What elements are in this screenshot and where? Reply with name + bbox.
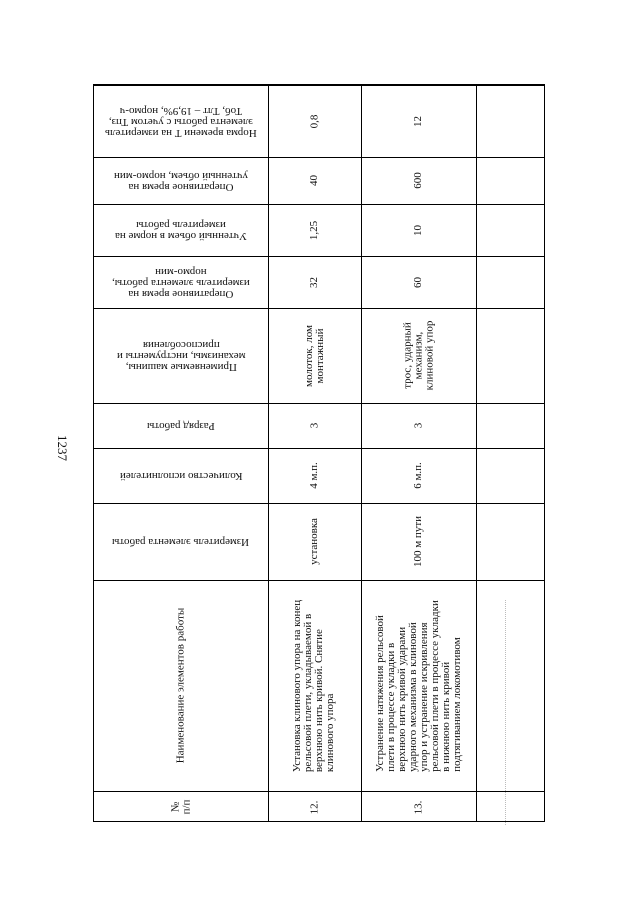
row13-num: 13.: [412, 800, 424, 814]
row13-executors: 6 м.п.: [411, 462, 424, 489]
header-volume: Учтенный объем в норме на измеритель работы: [115, 219, 247, 242]
row12-name: Установка клинового упора на конец рельсовой плети, укладываемой в верхнюю нить кривой. Снятие клинового упора: [291, 599, 337, 772]
scan-artifact-line: [505, 600, 507, 825]
row13-optime: 60: [412, 276, 424, 288]
header-num: № п/п: [169, 799, 192, 815]
row12-optime-total: 40: [308, 175, 320, 186]
row12-optime: 32: [308, 276, 320, 288]
header-name: Наименование элементов работы: [174, 607, 187, 764]
header-optime-total: Оперативное время на учтенный объем, нормо-мин: [114, 169, 248, 193]
row12-machines: молоток, лом монтажный: [302, 324, 326, 387]
row13-meter: 100 м пути: [411, 515, 424, 568]
row13-machines: трос, ударный механизм, клиновой упор: [401, 320, 435, 391]
header-norm: Норма времени Т на измеритель элемента работы с учетом Тпз, Тоб, Тлт – 19,9%, нормо-ч: [105, 104, 257, 139]
row12-volume: 1,25: [308, 220, 320, 240]
row13-grade: 3: [412, 422, 424, 429]
row13-volume: 10: [412, 224, 424, 236]
row12-grade: 3: [308, 422, 320, 429]
row13-optime-total: 600: [412, 172, 424, 189]
header-meter: Измеритель элемента работы: [112, 536, 250, 548]
header-executors: Количество исполнителей: [119, 470, 243, 482]
header-optime: Оперативное время на измеритель элемента работы, нормо-мин: [112, 265, 250, 300]
column-divider: [476, 85, 477, 821]
row12-num: 12.: [308, 800, 320, 814]
row13-norm: 12: [412, 115, 424, 127]
norms-table: [93, 84, 545, 822]
page-number: 1237: [55, 435, 70, 461]
header-grade: Разряд работы: [147, 420, 215, 432]
row13-name: Устранение натяжения рельсовой плети в процессе укладки в верхнюю нить кривой ударами ударного механизма в клиновой упор и устранение искривления рельсовой плети в процессе укладки в нижнюю нить кривой подтягиванием локомотивом: [373, 599, 463, 772]
row12-meter: установка: [307, 518, 320, 565]
row12-norm: 0,8: [308, 114, 320, 128]
header-machines: Применяемые машины, механизмы, инструменты и приспособления: [116, 339, 246, 373]
row12-executors: 4 м.п.: [307, 462, 320, 489]
